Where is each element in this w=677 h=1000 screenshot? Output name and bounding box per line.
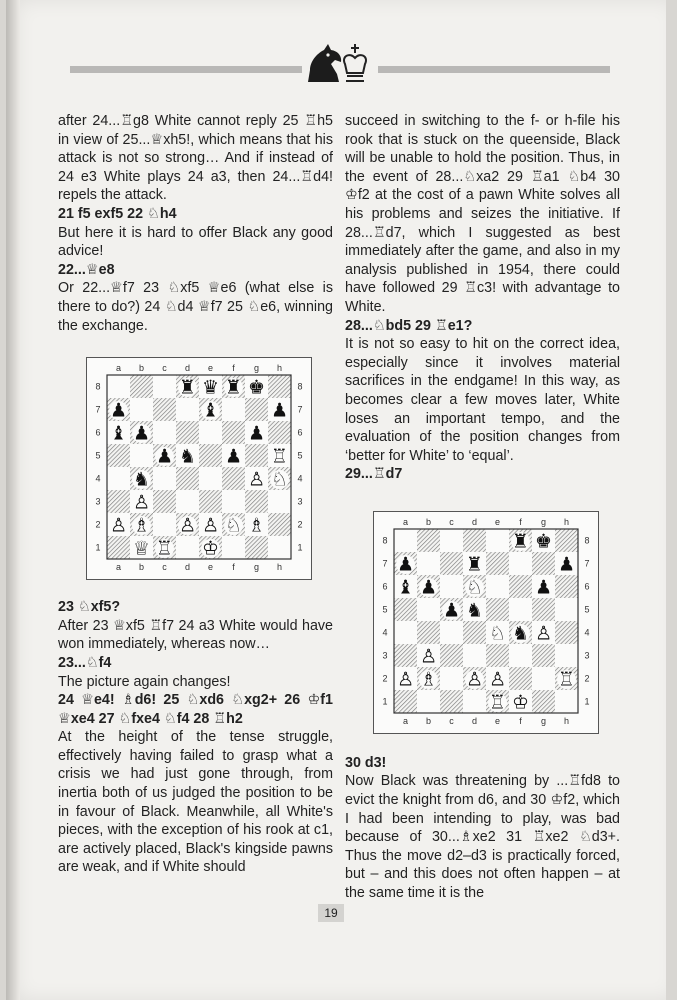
rank-label: 5 bbox=[584, 604, 590, 615]
file-label: a bbox=[115, 562, 122, 573]
paragraph: The picture again changes! bbox=[58, 673, 231, 690]
board-square-h6 bbox=[268, 421, 291, 444]
chess-piece-f5: ♟ bbox=[224, 445, 243, 468]
book-spine bbox=[6, 0, 20, 1000]
chess-piece-g6: ♟ bbox=[247, 422, 266, 445]
board-square-c7 bbox=[153, 398, 176, 421]
rank-label: 2 bbox=[297, 519, 303, 530]
board-square-g5 bbox=[245, 444, 268, 467]
file-label: a bbox=[115, 363, 122, 374]
board-square-h1 bbox=[268, 536, 291, 559]
rank-label: 4 bbox=[584, 627, 590, 638]
board-square-b5 bbox=[417, 598, 440, 621]
chess-piece-h7: ♟ bbox=[270, 399, 289, 422]
rank-label: 1 bbox=[382, 696, 388, 707]
chess-piece-f1: ♔ bbox=[511, 691, 530, 714]
chess-piece-b2: ♗ bbox=[419, 668, 438, 691]
board-square-c4 bbox=[440, 621, 463, 644]
paragraph: But here it is hard to offer Black any good advice! bbox=[58, 224, 333, 260]
board-square-e7 bbox=[486, 552, 509, 575]
move-line: 30 d3! bbox=[345, 754, 387, 771]
rank-label: 1 bbox=[297, 542, 303, 553]
board-square-a1 bbox=[107, 536, 130, 559]
chess-diagram-1 bbox=[86, 357, 312, 580]
board-square-f1 bbox=[222, 536, 245, 559]
board-square-e8 bbox=[486, 529, 509, 552]
board-square-b4 bbox=[417, 621, 440, 644]
file-label: c bbox=[162, 363, 167, 374]
chess-piece-b2: ♗ bbox=[132, 514, 151, 537]
board-square-h1 bbox=[555, 690, 578, 713]
paragraph: succeed in switching to the f- or h-file his rook that is stuck on the queenside, Black will be unable to hold the position. Thus, in the event of 28...♘xa2 29 ♖a1 ♘b4 30 ♔f2 at the cost of a pawn White solves all his problems and seizes the initiative. If 28...♖d7, which I suggested as best immediately after the game, and also in my analysis published in 1954, there could have followed 29 ♖c3! with advantage to White. bbox=[345, 113, 620, 315]
board-square-d1 bbox=[463, 690, 486, 713]
board-square-b5 bbox=[130, 444, 153, 467]
move-line: 29...♖d7 bbox=[345, 466, 403, 483]
file-label: d bbox=[184, 363, 191, 374]
chess-piece-a6: ♝ bbox=[396, 576, 415, 599]
board-square-h8 bbox=[268, 375, 291, 398]
board-square-c8 bbox=[440, 529, 463, 552]
chess-piece-a6: ♝ bbox=[109, 422, 128, 445]
file-label: h bbox=[563, 715, 570, 726]
move-line: 23...♘f4 bbox=[58, 654, 112, 671]
rank-label: 6 bbox=[95, 427, 101, 438]
file-label: h bbox=[276, 363, 283, 374]
board-square-f6 bbox=[222, 421, 245, 444]
chess-piece-d6: ♘ bbox=[465, 576, 484, 599]
file-label: e bbox=[207, 562, 214, 573]
file-label: c bbox=[449, 715, 454, 726]
board-square-g3 bbox=[532, 644, 555, 667]
chess-piece-e1: ♔ bbox=[201, 537, 220, 560]
left-column-text-continued bbox=[58, 598, 333, 877]
file-label: g bbox=[540, 715, 547, 726]
file-label: b bbox=[138, 363, 145, 374]
board-square-e5 bbox=[486, 598, 509, 621]
move-line: 23 ♘xf5? bbox=[58, 599, 121, 616]
page-number: 19 bbox=[318, 904, 344, 922]
board-square-a5 bbox=[394, 598, 417, 621]
board-square-h2 bbox=[268, 513, 291, 536]
chess-piece-b6: ♟ bbox=[419, 576, 438, 599]
file-label: d bbox=[471, 516, 478, 527]
file-label: h bbox=[563, 516, 570, 527]
chess-piece-e2: ♙ bbox=[488, 668, 507, 691]
header-rule-right bbox=[378, 66, 610, 73]
board-square-b8 bbox=[417, 529, 440, 552]
left-column bbox=[58, 112, 333, 877]
move-line: 24 ♕e4! ♗d6! 25 ♘xd6 ♘xg2+ 26 ♔f1 ♕xe4 27 ♘fxe4 ♘f4 28 ♖h2 bbox=[58, 692, 333, 727]
rank-label: 4 bbox=[297, 473, 303, 484]
paragraph: At the height of the tense struggle, effectively having failed to grasp what a crisis we had just gone through, from inertia both of us judged the position to be in favour of Black. Meanwhile, all White's pieces, with the exception of his rook at c1, are actively placed, Black's kingside pawns are weak, and if White should bbox=[58, 729, 333, 876]
board-square-c3 bbox=[440, 644, 463, 667]
rank-label: 1 bbox=[95, 542, 101, 553]
header-rule-left bbox=[70, 66, 302, 73]
board-square-a3 bbox=[107, 490, 130, 513]
board-square-h3 bbox=[555, 644, 578, 667]
board-square-g7 bbox=[532, 552, 555, 575]
chess-piece-e1: ♖ bbox=[488, 691, 507, 714]
board-square-h3 bbox=[268, 490, 291, 513]
rank-label: 8 bbox=[297, 381, 303, 392]
board-square-d4 bbox=[176, 467, 199, 490]
rank-label: 3 bbox=[95, 496, 101, 507]
chess-piece-a2: ♙ bbox=[109, 514, 128, 537]
board-square-a3 bbox=[394, 644, 417, 667]
file-label: g bbox=[540, 516, 547, 527]
board-square-h6 bbox=[555, 575, 578, 598]
chess-piece-c5: ♟ bbox=[442, 599, 461, 622]
chess-piece-g2: ♗ bbox=[247, 514, 266, 537]
rank-label: 2 bbox=[382, 673, 388, 684]
board-square-a1 bbox=[394, 690, 417, 713]
book-page bbox=[6, 0, 666, 1000]
chess-piece-c1: ♖ bbox=[155, 537, 174, 560]
file-label: f bbox=[519, 516, 522, 527]
file-label: a bbox=[402, 715, 409, 726]
chess-piece-d2: ♙ bbox=[178, 514, 197, 537]
paragraph: after 24...♖g8 White cannot reply 25 ♖h5 in view of 25...♕xh5!, which means that his attack is not so strong… And if instead of 24 e3 White plays 24 a3, then 24...♖d4! repels the attack. bbox=[58, 113, 333, 204]
chess-piece-c5: ♟ bbox=[155, 445, 174, 468]
rank-label: 4 bbox=[95, 473, 101, 484]
board-square-d1 bbox=[176, 536, 199, 559]
paragraph: Or 22...♕f7 23 ♘xf5 ♕e6 (what else is there to do?) 24 ♘d4 ♕f7 25 ♘e6, winning the exchange. bbox=[58, 280, 333, 334]
file-label: e bbox=[494, 715, 501, 726]
rank-label: 3 bbox=[297, 496, 303, 507]
knight-king-logo-icon bbox=[304, 40, 376, 86]
chess-piece-b3: ♙ bbox=[419, 645, 438, 668]
rank-label: 2 bbox=[95, 519, 101, 530]
chess-board bbox=[374, 512, 598, 733]
chess-piece-e7: ♝ bbox=[201, 399, 220, 422]
board-square-a4 bbox=[394, 621, 417, 644]
rank-label: 7 bbox=[382, 558, 388, 569]
board-square-a4 bbox=[107, 467, 130, 490]
file-label: e bbox=[494, 516, 501, 527]
board-square-b7 bbox=[130, 398, 153, 421]
chess-piece-g8: ♚ bbox=[534, 530, 553, 553]
left-column-text bbox=[58, 112, 333, 335]
chess-piece-f8: ♜ bbox=[224, 376, 243, 399]
chess-piece-d7: ♜ bbox=[465, 553, 484, 576]
board-square-a8 bbox=[107, 375, 130, 398]
board-square-c2 bbox=[153, 513, 176, 536]
board-square-e6 bbox=[199, 421, 222, 444]
board-square-d7 bbox=[176, 398, 199, 421]
board-square-c2 bbox=[440, 667, 463, 690]
board-square-g3 bbox=[245, 490, 268, 513]
board-square-e6 bbox=[486, 575, 509, 598]
board-square-h5 bbox=[555, 598, 578, 621]
board-square-e4 bbox=[199, 467, 222, 490]
board-square-f6 bbox=[509, 575, 532, 598]
rank-label: 8 bbox=[95, 381, 101, 392]
rank-label: 5 bbox=[297, 450, 303, 461]
file-label: c bbox=[162, 562, 167, 573]
chess-piece-h5: ♖ bbox=[270, 445, 289, 468]
file-label: b bbox=[425, 516, 432, 527]
chess-diagram-2 bbox=[373, 511, 599, 734]
board-square-g1 bbox=[245, 536, 268, 559]
file-label: f bbox=[232, 363, 235, 374]
chess-piece-g6: ♟ bbox=[534, 576, 553, 599]
rank-label: 1 bbox=[584, 696, 590, 707]
file-label: d bbox=[471, 715, 478, 726]
rank-label: 2 bbox=[584, 673, 590, 684]
file-label: g bbox=[253, 562, 260, 573]
board-square-a8 bbox=[394, 529, 417, 552]
rank-label: 7 bbox=[95, 404, 101, 415]
chess-piece-g8: ♚ bbox=[247, 376, 266, 399]
board-square-d8 bbox=[463, 529, 486, 552]
paragraph: Now Black was threatening by ...♖fd8 to evict the knight from d6, and 30 ♔f2, which I had been intending to play, was bad because of 30...♗xe2 31 ♖xe2 ♘d3+. Thus the move d2–d3 is practically forced, but – and this does not often happen – at the same time it is the bbox=[345, 773, 620, 902]
board-square-f3 bbox=[509, 644, 532, 667]
rank-label: 7 bbox=[297, 404, 303, 415]
board-square-f7 bbox=[509, 552, 532, 575]
file-label: h bbox=[276, 562, 283, 573]
file-label: b bbox=[425, 715, 432, 726]
board-square-c8 bbox=[153, 375, 176, 398]
board-square-a5 bbox=[107, 444, 130, 467]
chess-piece-b3: ♙ bbox=[132, 491, 151, 514]
board-square-g5 bbox=[532, 598, 555, 621]
file-label: f bbox=[519, 715, 522, 726]
chess-piece-d5: ♞ bbox=[465, 599, 484, 622]
rank-label: 5 bbox=[382, 604, 388, 615]
board-square-h4 bbox=[555, 621, 578, 644]
board-square-h8 bbox=[555, 529, 578, 552]
rank-label: 4 bbox=[382, 627, 388, 638]
chess-piece-h4: ♘ bbox=[270, 468, 289, 491]
chess-piece-e2: ♙ bbox=[201, 514, 220, 537]
file-label: e bbox=[207, 363, 214, 374]
rank-label: 3 bbox=[584, 650, 590, 661]
right-column bbox=[345, 112, 620, 903]
file-label: d bbox=[184, 562, 191, 573]
board-square-f5 bbox=[509, 598, 532, 621]
board-square-c6 bbox=[153, 421, 176, 444]
chess-piece-h2: ♖ bbox=[557, 668, 576, 691]
rank-label: 7 bbox=[584, 558, 590, 569]
chess-board bbox=[87, 358, 311, 579]
right-column-text bbox=[345, 112, 620, 484]
paragraph: After 23 ♕xf5 ♖f7 24 a3 White would have won immediately, whereas now… bbox=[58, 617, 333, 653]
chess-piece-f4: ♞ bbox=[511, 622, 530, 645]
chess-piece-b4: ♞ bbox=[132, 468, 151, 491]
chess-piece-g4: ♙ bbox=[247, 468, 266, 491]
chess-piece-f8: ♜ bbox=[511, 530, 530, 553]
paragraph: It is not so easy to hit on the correct idea, especially since it involves material sacrifices in the endgame! In this way, as becomes clear a few moves later, White loses an important tempo, and the evaluation of the position changes from ‘better for White’ to ‘equal’. bbox=[345, 336, 620, 464]
chess-piece-f2: ♘ bbox=[224, 514, 243, 537]
board-square-f2 bbox=[509, 667, 532, 690]
board-square-g1 bbox=[532, 690, 555, 713]
file-label: f bbox=[232, 562, 235, 573]
chess-piece-b1: ♕ bbox=[132, 537, 151, 560]
move-line: 28...♘bd5 29 ♖e1? bbox=[345, 317, 473, 334]
board-square-b7 bbox=[417, 552, 440, 575]
board-square-c3 bbox=[153, 490, 176, 513]
chess-piece-b6: ♟ bbox=[132, 422, 151, 445]
board-square-e3 bbox=[486, 644, 509, 667]
chess-piece-h7: ♟ bbox=[557, 553, 576, 576]
board-square-c4 bbox=[153, 467, 176, 490]
chess-piece-d5: ♞ bbox=[178, 445, 197, 468]
file-label: g bbox=[253, 363, 260, 374]
board-square-d3 bbox=[176, 490, 199, 513]
board-square-c7 bbox=[440, 552, 463, 575]
chess-piece-g4: ♙ bbox=[534, 622, 553, 645]
board-square-f7 bbox=[222, 398, 245, 421]
rank-label: 6 bbox=[584, 581, 590, 592]
chess-piece-e4: ♘ bbox=[488, 622, 507, 645]
board-square-g2 bbox=[532, 667, 555, 690]
board-square-g7 bbox=[245, 398, 268, 421]
board-square-d4 bbox=[463, 621, 486, 644]
right-column-text-continued bbox=[345, 754, 620, 903]
chess-piece-e8: ♛ bbox=[201, 376, 220, 399]
move-line: 22...♕e8 bbox=[58, 261, 115, 278]
rank-label: 3 bbox=[382, 650, 388, 661]
file-label: a bbox=[402, 516, 409, 527]
chess-piece-d8: ♜ bbox=[178, 376, 197, 399]
rank-label: 8 bbox=[584, 535, 590, 546]
board-square-e5 bbox=[199, 444, 222, 467]
file-label: b bbox=[138, 562, 145, 573]
move-line: 21 f5 exf5 22 ♘h4 bbox=[58, 205, 177, 222]
chess-piece-a7: ♟ bbox=[109, 399, 128, 422]
file-label: c bbox=[449, 516, 454, 527]
board-square-c1 bbox=[440, 690, 463, 713]
chess-piece-a7: ♟ bbox=[396, 553, 415, 576]
rank-label: 6 bbox=[297, 427, 303, 438]
board-square-e3 bbox=[199, 490, 222, 513]
rank-label: 6 bbox=[382, 581, 388, 592]
board-square-b8 bbox=[130, 375, 153, 398]
chess-piece-d2: ♙ bbox=[465, 668, 484, 691]
board-square-f4 bbox=[222, 467, 245, 490]
board-square-d6 bbox=[176, 421, 199, 444]
rank-label: 5 bbox=[95, 450, 101, 461]
board-square-f3 bbox=[222, 490, 245, 513]
rank-label: 8 bbox=[382, 535, 388, 546]
board-square-d3 bbox=[463, 644, 486, 667]
board-square-b1 bbox=[417, 690, 440, 713]
chess-piece-a2: ♙ bbox=[396, 668, 415, 691]
board-square-c6 bbox=[440, 575, 463, 598]
